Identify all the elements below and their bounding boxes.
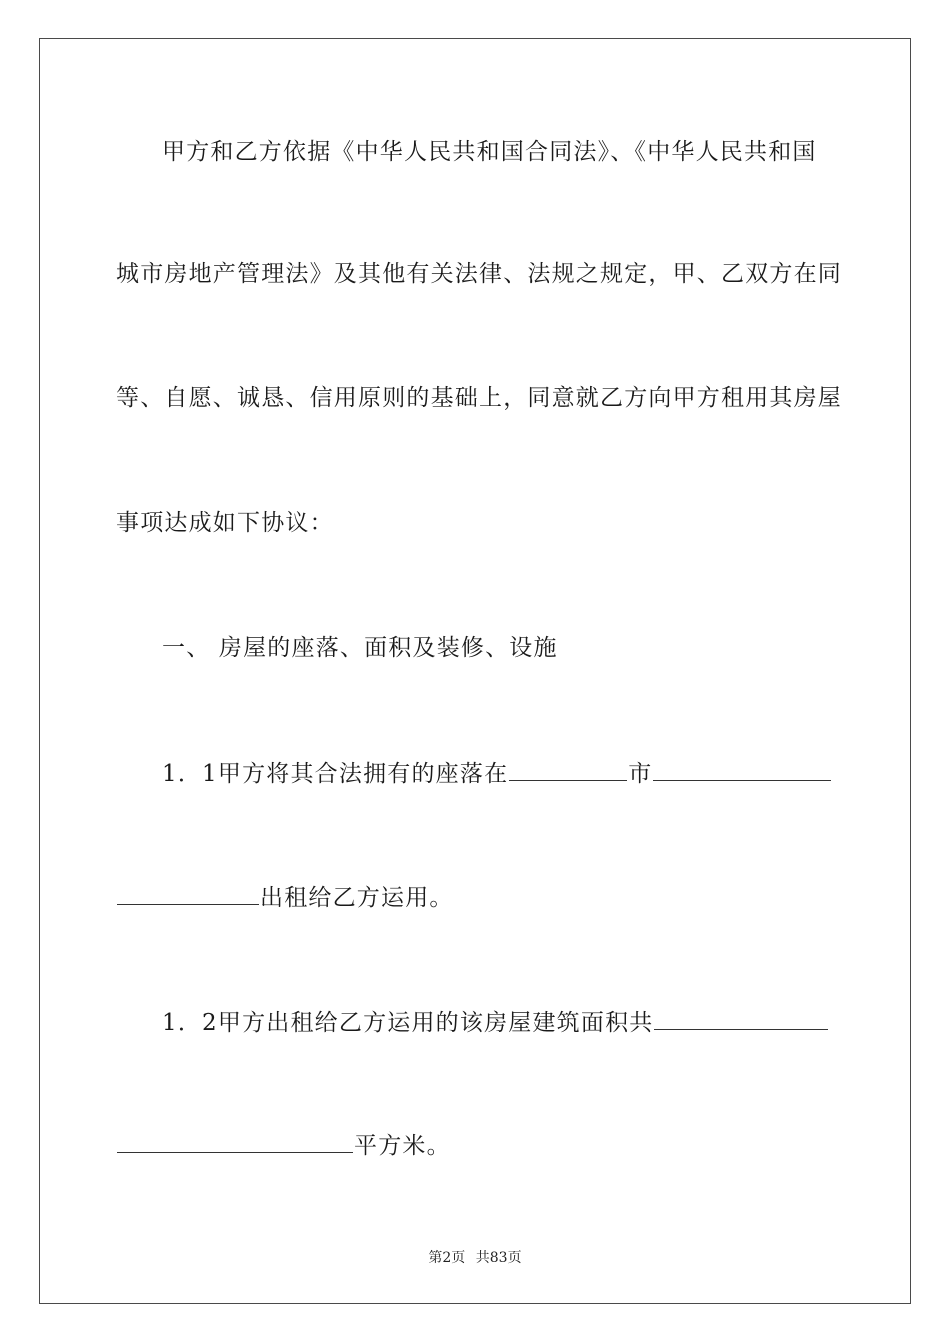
paragraph-line-1: 甲方和乙方依据《中华人民共和国合同法》、《中华人民共和国 [162, 139, 817, 165]
clause-1-2-line-2 [116, 1130, 451, 1161]
address-blank-field[interactable] [653, 758, 831, 781]
clause-1-1-line-1 [162, 758, 832, 789]
paragraph-line-2: 城市房地产管理法》及其他有关法律、法规之规定，甲、乙双方在同 [116, 261, 842, 287]
paragraph-line-3: 等、自愿、诚恳、信用原则的基础上，同意就乙方向甲方租用其房屋 [116, 385, 842, 411]
clause-1-1-line-2 [116, 882, 454, 913]
total-pages: 共83页 [475, 1250, 522, 1266]
city-blank-field[interactable] [509, 758, 627, 781]
section-heading: 一、 房屋的座落、面积及装修、设施 [162, 635, 558, 661]
area-blank-field[interactable] [654, 1007, 828, 1030]
clause-1-1-prefix: 1．1甲方将其合法拥有的座落在 [162, 761, 509, 787]
page-footer [0, 1247, 950, 1267]
city-label: 市 [628, 761, 653, 787]
paragraph-line-4: 事项达成如下协议： [116, 510, 334, 536]
page-border [39, 38, 911, 1304]
clause-1-2-prefix: 1．2甲方出租给乙方运用的该房屋建筑面积共 [162, 1010, 654, 1036]
area-blank-field-continued[interactable] [117, 1130, 353, 1153]
clause-1-2-line-1 [162, 1007, 829, 1038]
clause-1-1-suffix: 出租给乙方运用。 [260, 885, 454, 911]
page-number: 第2页 [428, 1250, 466, 1266]
address-blank-field-continued[interactable] [117, 882, 259, 905]
clause-1-2-suffix: 平方米。 [354, 1133, 451, 1159]
